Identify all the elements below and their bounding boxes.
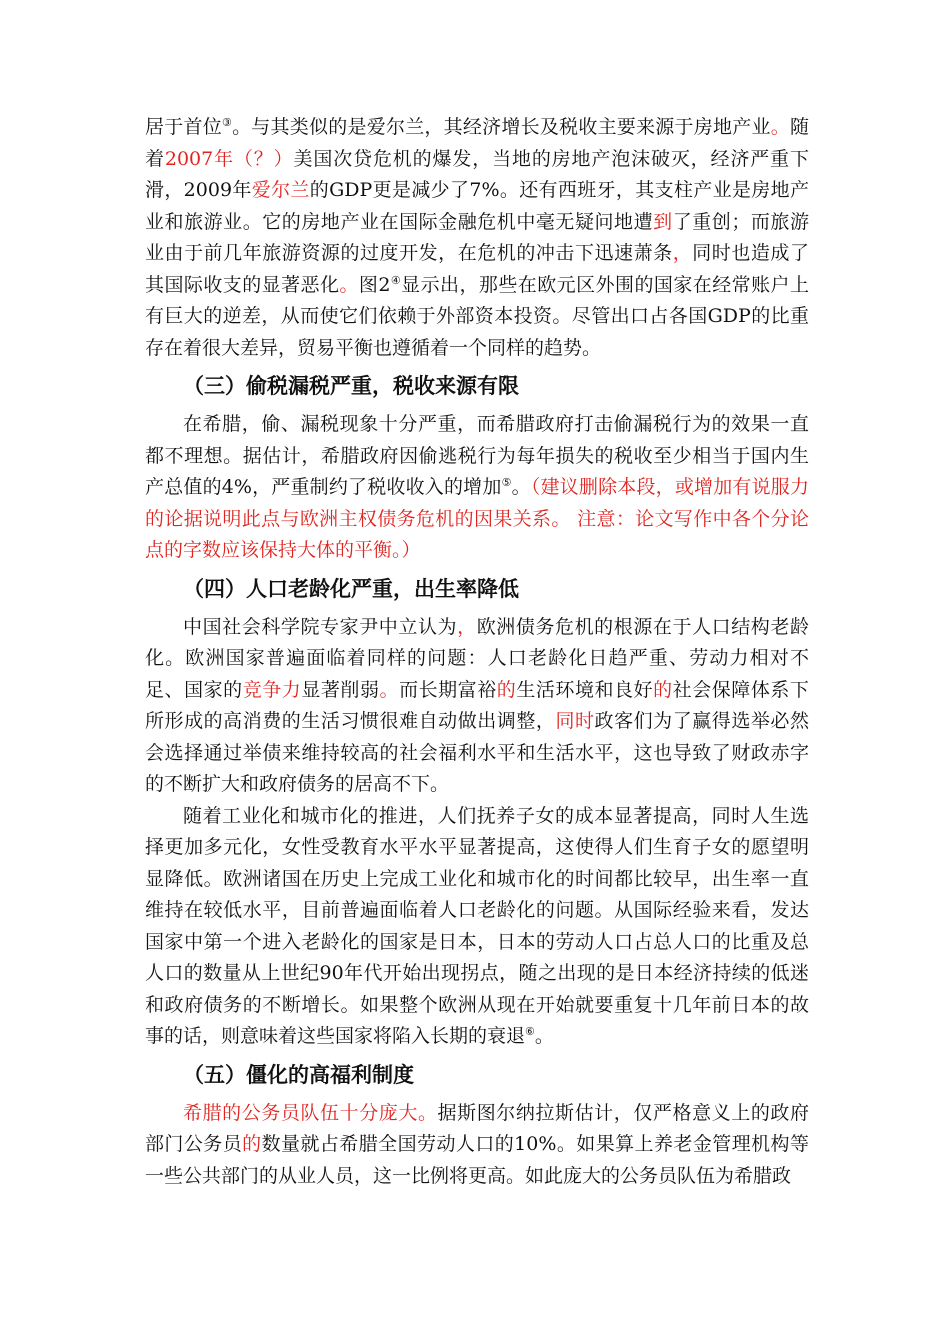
revision-mark: 的	[496, 678, 517, 701]
revision-mark: 2007年（？）	[164, 147, 294, 170]
revision-mark: 。	[770, 116, 790, 138]
revision-mark: 。	[379, 678, 400, 701]
revision-mark: ，	[457, 615, 477, 638]
paragraph-tax-evasion: 在希腊，偷、漏税现象十分严重，而希腊政府打击偷漏税行为的效果一直都不理想。据估计，希腊政府因偷逃税行为每年损失的税收至少相当于国内生产总值的4%，严重制约了税收收入的增加⑤。（建议删除本段，或增加有说服力的论据说明此点与欧洲主权债务危机的因果关系。 注意：论文写作中各个分论点的字数应该保持大体的平衡。）	[145, 413, 809, 561]
revision-mark: 的	[242, 1133, 262, 1155]
revision-mark: 竞争力	[242, 678, 302, 701]
section-heading-5: （五）僵化的高福利制度	[183, 1062, 414, 1087]
revision-mark: 到	[653, 210, 673, 233]
revision-mark: ，	[672, 242, 693, 264]
revision-mark: 。	[339, 273, 359, 296]
footnote-ref[interactable]: ③	[221, 116, 233, 129]
paragraph-aging: 中国社会科学院专家尹中立认为，欧洲债务危机的根源在于人口结构老龄化。欧洲国家普遍面临着同样的问题：人口老龄化日趋严重、劳动力相对不足、国家的竞争力显著削弱。而长期富裕的生活环境和良好的社会保障体系下所形成的高消费的生活习惯很难自动做出调整，同时政客们为了赢得选举必然会选择通过举债来维持较高的社会福利水平和生活水平，这也导致了财政赤字的不断扩大和政府债务的居高不下。	[145, 615, 809, 795]
document-page	[145, 112, 809, 1192]
section-heading-4: （四）人口老龄化严重，出生率降低	[183, 576, 519, 601]
footnote-ref[interactable]: ④	[390, 273, 402, 287]
paragraph-welfare: 希腊的公务员队伍十分庞大。据斯图尔纳拉斯估计，仅严格意义上的政府部门公务员的数量就占希腊全国劳动人口的10%。如果算上养老金管理机构等一些公共部门的从业人员，这一比例将更高。如此庞大的公务员队伍为希腊政	[145, 1101, 809, 1187]
paragraph-birth-rate: 随着工业化和城市化的推进，人们抚养子女的成本显著提高，同时人生选择更加多元化，女性受教育水平水平显著提高，这使得人们生育子女的愿望明显降低。欧洲诸国在历史上完成工业化和城市化的时间都比较早，出生率一直维持在较低水平，目前普遍面临着人口老龄化的问题。从国际经验来看，发达国家中第一个进入老龄化的国家是日本，日本的劳动人口占总人口的比重及总人口的数量从上世纪90年代开始出现拐点，随之出现的是日本经济持续的低迷和政府债务的不断增长。如果整个欧洲从现在开始就要重复十几年前日本的故事的话，则意味着这些国家将陷入长期的衰退⑥。	[145, 804, 809, 1047]
revision-mark: 爱尔兰	[251, 179, 310, 201]
review-comment: （建议删除本段，或增加有说服力的论据说明此点与欧洲主权债务危机的因果关系。 注意：论文写作中各个分论点的字数应该保持大体的平衡。）	[145, 476, 809, 561]
footnote-ref[interactable]: ⑤	[501, 476, 512, 489]
footnote-ref[interactable]: ⑥	[525, 1025, 535, 1038]
section-heading-3: （三）偷税漏税严重，税收来源有限	[183, 374, 519, 398]
revision-mark: 同时	[555, 710, 595, 732]
revision-mark: 希腊的公务员队伍十分庞大。	[183, 1101, 438, 1124]
revision-mark: 的	[653, 678, 673, 701]
paragraph-economy: 居于首位③。与其类似的是爱尔兰，其经济增长及税收主要来源于房地产业。随着2007年（？）美国次贷危机的爆发，当地的房地产泡沫破灭，经济严重下滑，2009年爱尔兰的GDP更是减少了7%。还有西班牙，其支柱产业是房地产业和旅游业。它的房地产业在国际金融危机中毫无疑问地遭到了重创；而旅游业由于前几年旅游资源的过度开发，在危机的冲击下迅速萧条，同时也造成了其国际收支的显著恶化。图2④显示出，那些在欧元区外围的国家在经常账户上有巨大的逆差，从而使它们依赖于外部资本投资。尽管出口占各国GDP的比重存在着很大差异，贸易平衡也遵循着一个同样的趋势。	[145, 116, 809, 359]
